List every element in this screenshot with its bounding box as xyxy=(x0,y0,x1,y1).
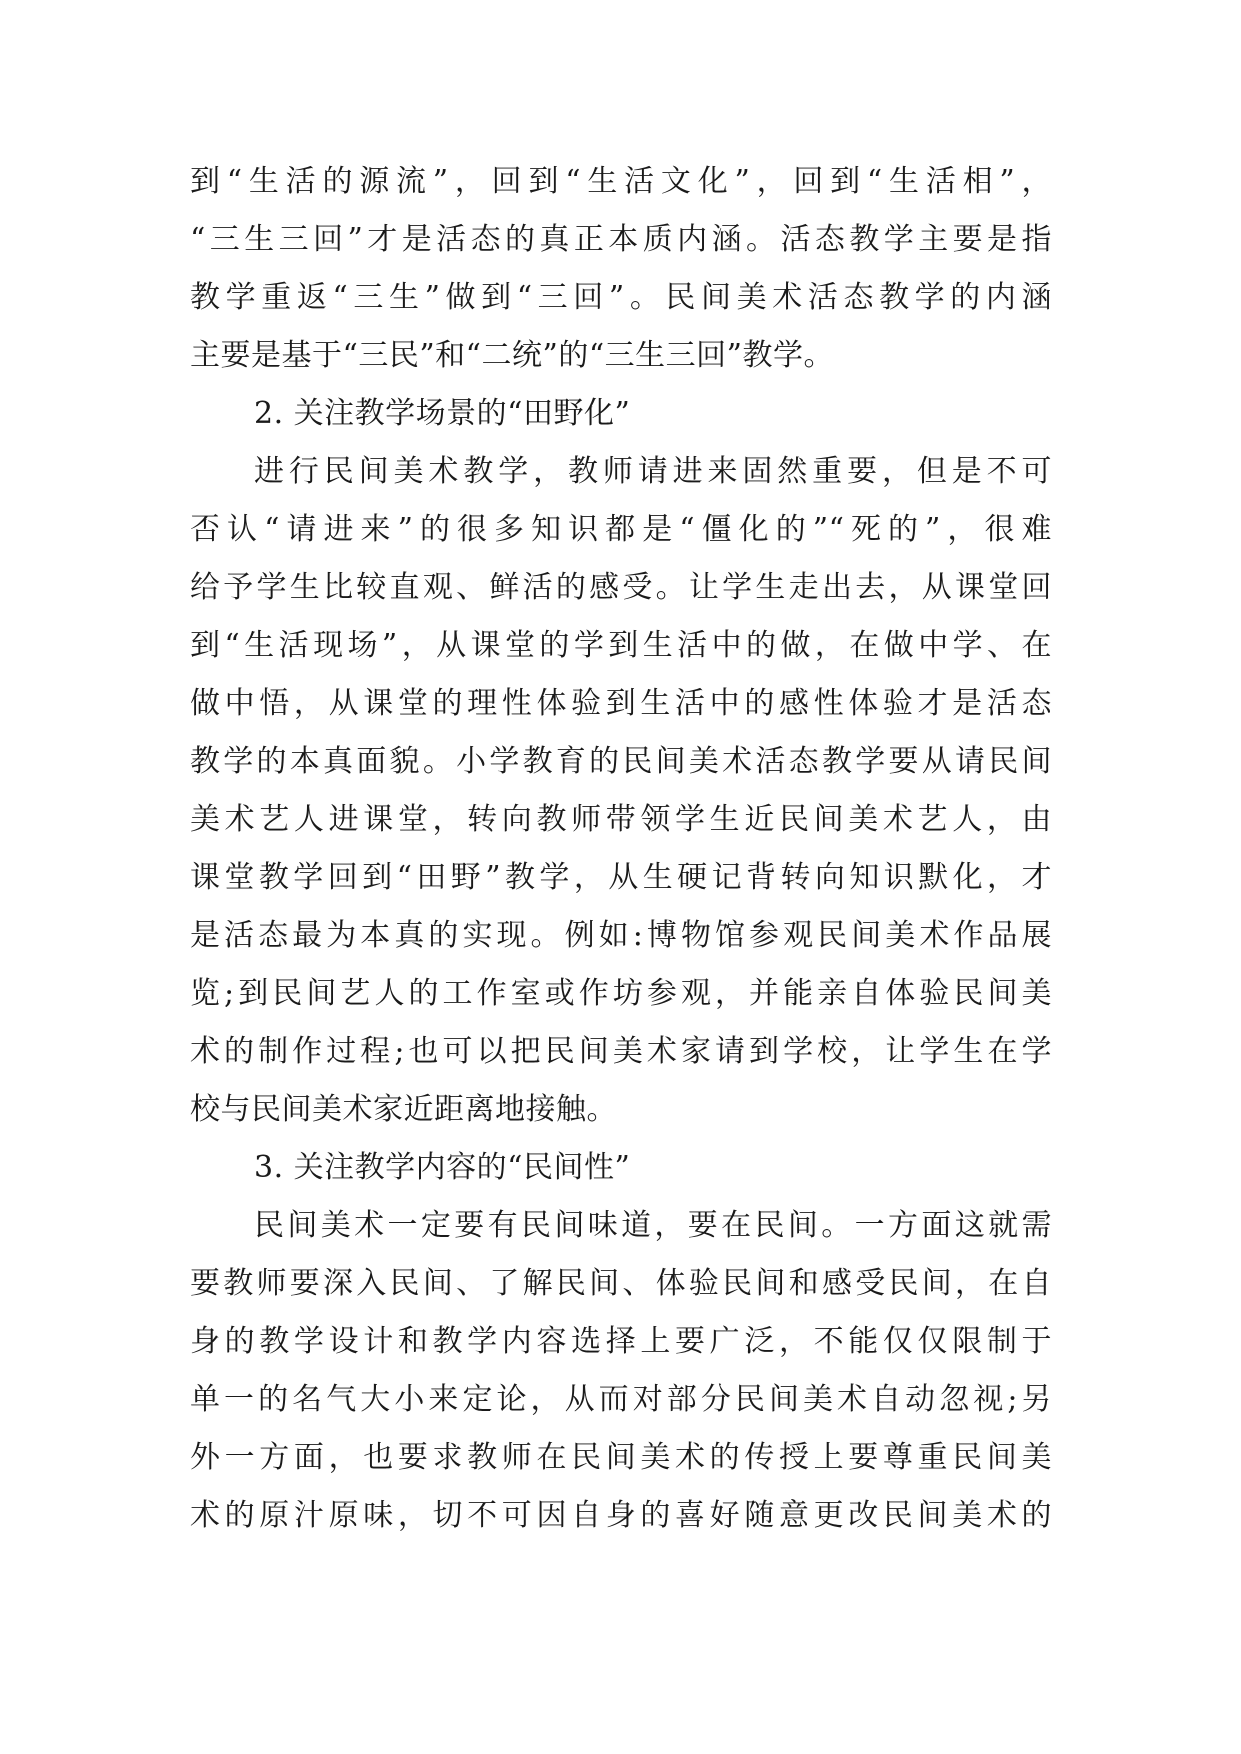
section-heading: 2. 关注教学场景的“田野化” xyxy=(254,396,631,431)
paragraph-line: 到“生活的源流”，回到“生活文化”，回到“生活相”， xyxy=(190,164,1052,199)
paragraph-line: 做中悟，从课堂的理性体验到生活中的感性体验才是活态 xyxy=(190,686,1052,721)
paragraph-line: 身的教学设计和教学内容选择上要广泛，不能仅仅限制于 xyxy=(190,1324,1052,1359)
paragraph-line: 单一的名气大小来定论，从而对部分民间美术自动忽视;另 xyxy=(190,1382,1052,1417)
paragraph-line: 否认“请进来”的很多知识都是“僵化的”“死的”，很难 xyxy=(190,512,1052,547)
body-text xyxy=(190,153,1052,1545)
paragraph-line: 要教师要深入民间、了解民间、体验民间和感受民间，在自 xyxy=(190,1266,1052,1301)
paragraph-line: 是活态最为本真的实现。例如:博物馆参观民间美术作品展 xyxy=(190,918,1052,953)
paragraph-line: 民间美术一定要有民间味道，要在民间。一方面这就需 xyxy=(254,1208,1052,1243)
paragraph-line: “三生三回”才是活态的真正本质内涵。活态教学主要是指 xyxy=(190,222,1052,257)
paragraph-line: 美术艺人进课堂，转向教师带领学生近民间美术艺人，由 xyxy=(190,802,1052,837)
paragraph-line: 校与民间美术家近距离地接触。 xyxy=(190,1092,617,1127)
paragraph-line: 术的制作过程;也可以把民间美术家请到学校，让学生在学 xyxy=(190,1034,1052,1069)
paragraph-line: 术的原汁原味，切不可因自身的喜好随意更改民间美术的 xyxy=(190,1498,1052,1533)
paragraph-line: 进行民间美术教学，教师请进来固然重要，但是不可 xyxy=(254,454,1052,489)
paragraph-line: 给予学生比较直观、鲜活的感受。让学生走出去，从课堂回 xyxy=(190,570,1052,605)
paragraph-line: 外一方面，也要求教师在民间美术的传授上要尊重民间美 xyxy=(190,1440,1052,1475)
paragraph-line: 教学的本真面貌。小学教育的民间美术活态教学要从请民间 xyxy=(190,744,1052,779)
paragraph-line: 到“生活现场”，从课堂的学到生活中的做，在做中学、在 xyxy=(190,628,1052,663)
paragraph-line: 教学重返“三生”做到“三回”。民间美术活态教学的内涵 xyxy=(190,280,1052,315)
paragraph-line: 主要是基于“三民”和“二统”的“三生三回”教学。 xyxy=(190,338,835,373)
paragraph-line: 课堂教学回到“田野”教学，从生硬记背转向知识默化，才 xyxy=(190,860,1052,895)
paragraph-line: 览;到民间艺人的工作室或作坊参观，并能亲自体验民间美 xyxy=(190,976,1052,1011)
section-heading: 3. 关注教学内容的“民间性” xyxy=(254,1150,631,1185)
